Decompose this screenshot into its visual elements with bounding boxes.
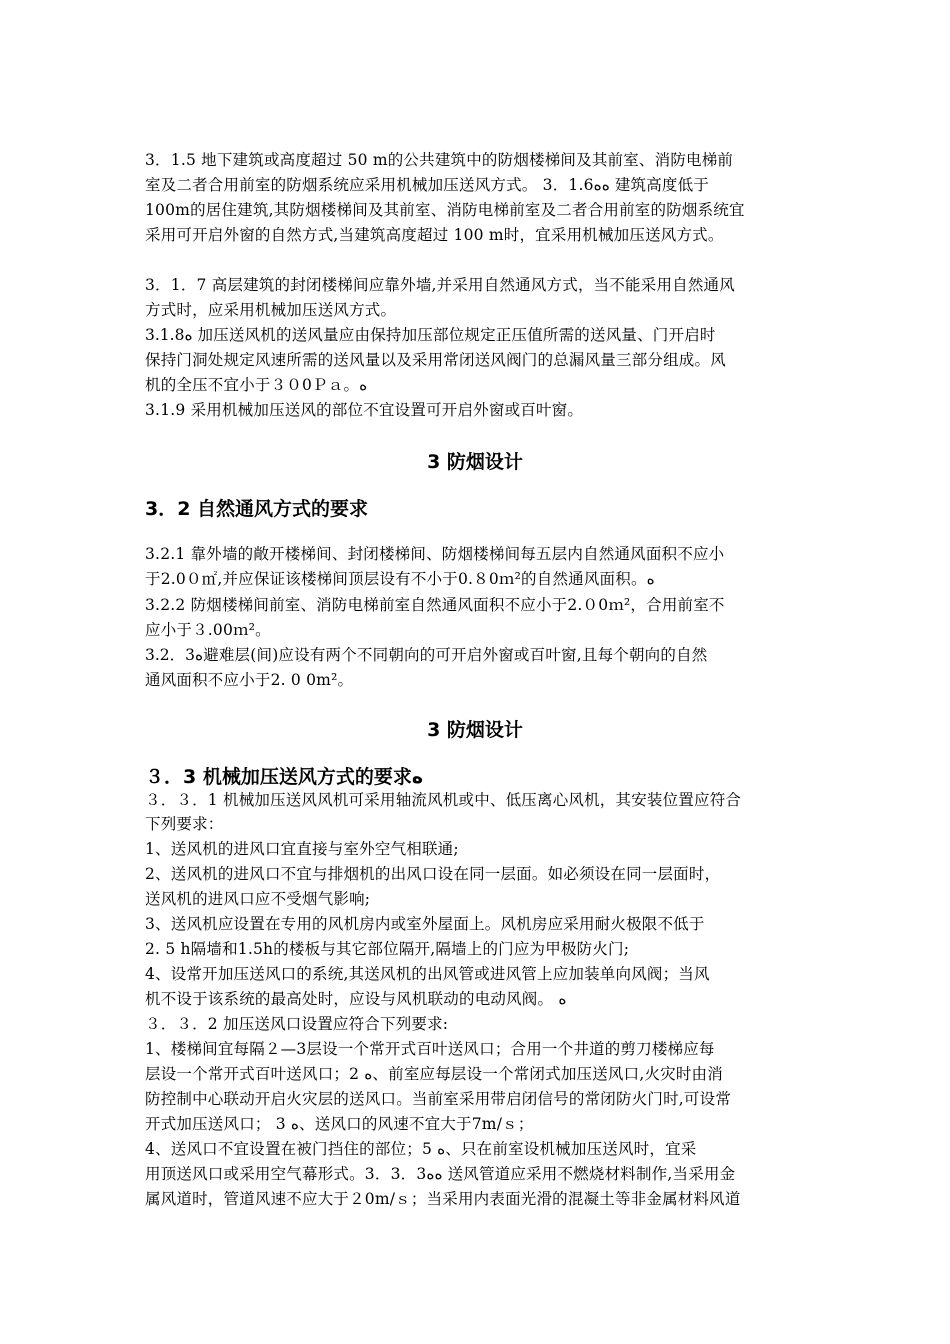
section-heading: 3 防烟设计 bbox=[427, 719, 523, 741]
subsection-heading: ３．3 机械加压送风方式的要求ﻩ bbox=[145, 766, 424, 788]
paragraph-line: ３．３．1 机械加压送风风机可采用轴流风机或中、低压离心风机，其安装位置应符合 bbox=[145, 791, 742, 809]
paragraph-line: 开式加压送风口； 3 ﻩ、送风口的风速不宜大于7m/ｓ； bbox=[145, 1115, 534, 1133]
paragraph-line: 2. 5 h隔墙和1.5h的楼板与其它部位隔开,隔墙上的门应为甲极防火门; bbox=[145, 940, 630, 958]
paragraph-line: 用顶送风口或采用空气幕形式。3．3．3ﻩﻩ 送风管道应采用不燃烧材料制作,当采用金 bbox=[145, 1165, 736, 1183]
paragraph-line: 应小于３.00ｍ²。 bbox=[145, 621, 271, 639]
paragraph-line: 3．1.5 地下建筑或高度超过 50 m的公共建筑中的防烟楼梯间及其前室、消防电梯前 bbox=[145, 151, 734, 169]
paragraph-line: 3.2.1 靠外墙的敞开楼梯间、封闭楼梯间、防烟楼梯间每五层内自然通风面积不应小 bbox=[145, 545, 725, 563]
paragraph-line: 3.2．3ﻩ避难层(间)应设有两个不同朝向的可开启外窗或百叶窗,且每个朝向的自然 bbox=[145, 646, 708, 664]
paragraph-line: 采用可开启外窗的自然方式,当建筑高度超过 100 m时，宜采用机械加压送风方式。 bbox=[145, 226, 724, 244]
paragraph-line: 防控制中心联动开启火灾层的送风口。当前室采用带启闭信号的常闭防火门时,可设常 bbox=[145, 1090, 732, 1108]
paragraph-line: 保持门洞处规定风速所需的送风量以及采用常闭送风阀门的总漏风量三部分组成。风 bbox=[145, 351, 726, 369]
subsection-heading: 3．2 自然通风方式的要求 bbox=[145, 498, 369, 520]
paragraph-line: 3.1.8ﻩ 加压送风机的送风量应由保持加压部位规定正压值所需的送风量、门开启时 bbox=[145, 326, 716, 344]
paragraph-line: 1、送风机的进风口宜直接与室外空气相联通; bbox=[145, 840, 459, 858]
paragraph-line: 室及二者合用前室的防烟系统应采用机械加压送风方式。 3．1.6ﻩﻩ 建筑高度低于 bbox=[145, 176, 710, 194]
paragraph-line: 2、送风机的进风口不宜与排烟机的出风口设在同一层面。如必须设在同一层面时， bbox=[145, 865, 721, 883]
paragraph-line: 属风道时，管道风速不应大于２0m/ｓ；当采用内表面光滑的混凝土等非金属材料风道 bbox=[145, 1190, 741, 1208]
paragraph-line: 于2.0０㎡,并应保证该楼梯间顶层设有不小于0.８0ｍ²的自然通风面积。ﻩ bbox=[145, 570, 655, 588]
paragraph-line: 送风机的进风口应不受烟气影响; bbox=[145, 890, 371, 908]
paragraph-line: 4、送风口不宜设置在被门挡住的部位；5 ﻩ、只在前室设机械加压送风时，宜采 bbox=[145, 1140, 697, 1158]
paragraph-line: 层设一个常开式百叶送风口；2 ﻩ、前室应每层设一个常闭式加压送风口,火灾时由消 bbox=[145, 1065, 723, 1083]
paragraph-line: 3.2.2 防烟楼梯间前室、消防电梯前室自然通风面积不应小于2.０0ｍ²，合用前室不 bbox=[145, 596, 725, 614]
paragraph-line: 下列要求： bbox=[145, 815, 224, 833]
paragraph-line: 4、设常开加压送风口的系统,其送风机的出风管或进风管上应加装单向风阀；当风 bbox=[145, 965, 710, 983]
paragraph-line: 1、楼梯间宜每隔２—3层设一个常开式百叶送风口；合用一个井道的剪刀楼梯应每 bbox=[145, 1040, 715, 1058]
section-heading: 3 防烟设计 bbox=[427, 451, 523, 473]
paragraph-line: ３．３．2 加压送风口设置应符合下列要求: bbox=[145, 1015, 449, 1033]
paragraph-line: 机的全压不宜小于３０0Ｐａ。ﻩ bbox=[145, 376, 368, 394]
paragraph-line: 3、送风机应设置在专用的风机房内或室外屋面上。风机房应采用耐火极限不低于 bbox=[145, 915, 705, 933]
paragraph-line: 3．1．7 高层建筑的封闭楼梯间应靠外墙,并采用自然通风方式，当不能采用自然通风 bbox=[145, 276, 735, 294]
paragraph-line: 机不设于该系统的最高处时，应设与风机联动的电动风阀。 ﻩ bbox=[145, 990, 567, 1008]
paragraph-line: 通风面积不应小于2. 0 0m²。 bbox=[145, 671, 354, 689]
paragraph-line: 100m的居住建筑,其防烟楼梯间及其前室、消防电梯前室及二者合用前室的防烟系统宜 bbox=[145, 201, 745, 219]
paragraph-line: 3.1.9 采用机械加压送风的部位不宜设置可开启外窗或百叶窗。 bbox=[145, 401, 584, 419]
paragraph-line: 方式时，应采用机械加压送风方式。 bbox=[145, 301, 397, 319]
